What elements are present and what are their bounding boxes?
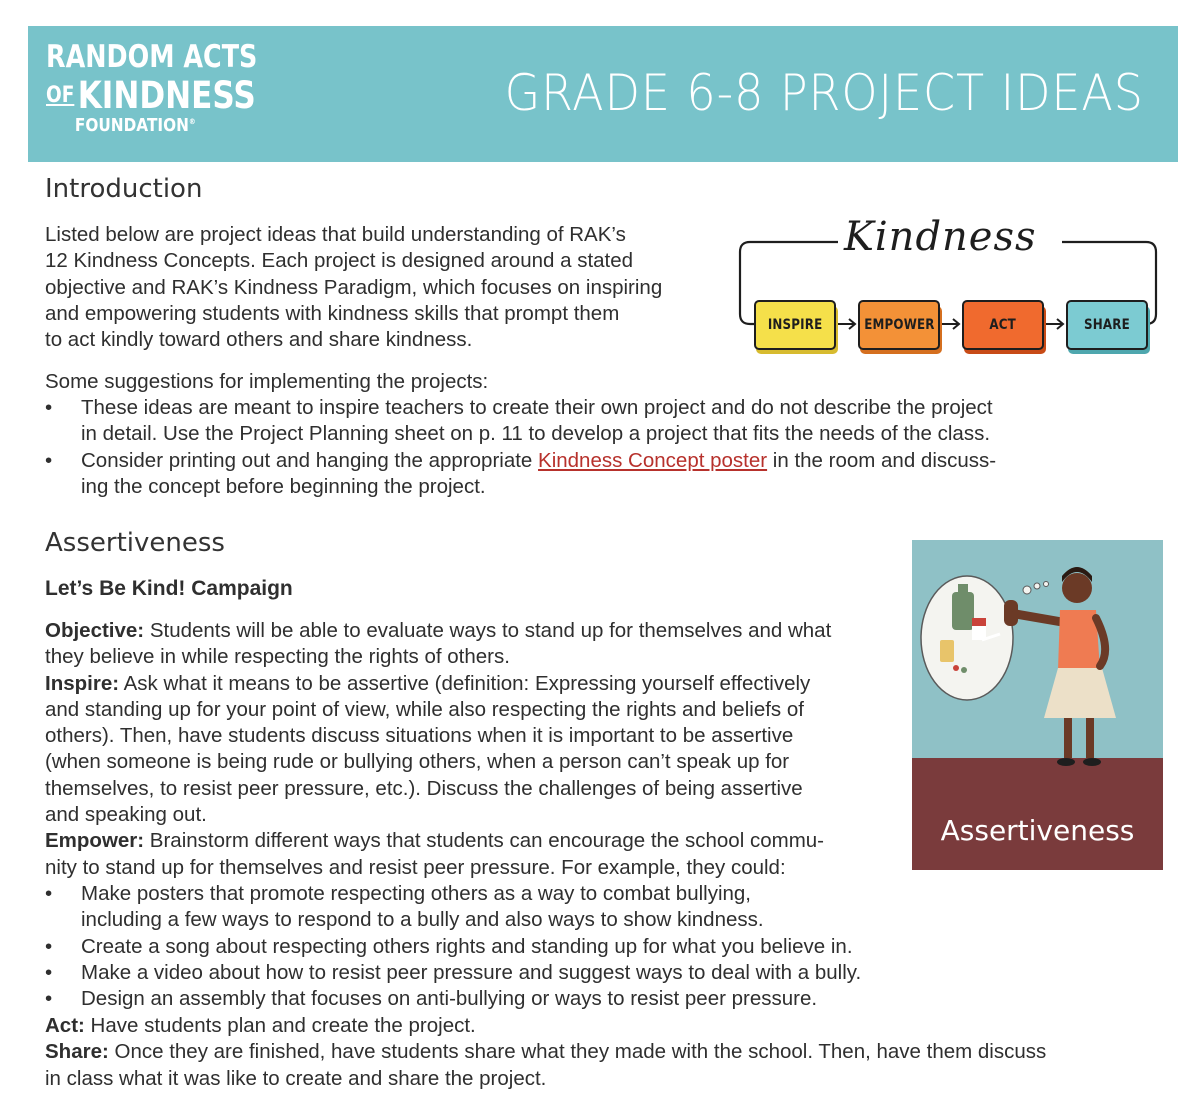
objective-text: Students will be able to evaluate ways to stand up for themselves and what <box>144 619 832 642</box>
assertiveness-heading: Assertiveness <box>45 528 225 558</box>
step-empower <box>858 300 940 350</box>
inspire-line: themselves, to resist peer pressure, etc.). Discuss the challenges of being assertive <box>45 776 803 800</box>
header-banner <box>28 26 1178 162</box>
bullet-text <box>81 448 996 501</box>
suggestions-label: Some suggestions for implementing the projects: <box>45 370 489 393</box>
assertiveness-poster[interactable] <box>912 540 1163 870</box>
logo-line-kindness <box>46 74 263 117</box>
bullet-line: including a few ways to respond to a bully and also ways to show kindness. <box>81 908 764 932</box>
logo-of: OF <box>46 83 75 108</box>
list-item <box>45 960 1045 987</box>
share-text: Once they are finished, have students share what they made with the school. Then, have them discuss <box>108 1040 1047 1064</box>
page-title: GRADE 6-8 PROJECT IDEAS <box>504 64 1144 122</box>
project-title: Let’s Be Kind! Campaign <box>45 577 293 600</box>
empower-text: Brainstorm different ways that students can encourage the school commu- <box>144 829 824 853</box>
bullet-line: These ideas are meant to inspire teachers to create their own project and do not describe the project <box>81 396 993 419</box>
logo-kindness: KINDNESS <box>77 74 256 117</box>
inspire-line: and speaking out. <box>45 803 207 827</box>
bullet-dot: • <box>45 935 53 958</box>
inspire-line: and standing up for your point of view, while also respecting the rights and beliefs of <box>45 697 804 721</box>
intro-line: 12 Kindness Concepts. Each project is designed around a stated <box>45 249 634 273</box>
empower-line: nity to stand up for themselves and resist peer pressure. For example, they could: <box>45 855 786 879</box>
objective-line <box>45 618 905 644</box>
bullet-dot: • <box>45 961 53 984</box>
inspire-label: Inspire: <box>45 671 120 695</box>
bullet-dot: • <box>45 449 53 472</box>
intro-line: Listed below are project ideas that build understanding of RAK’s <box>45 223 626 246</box>
introduction-paragraph <box>45 222 725 353</box>
act-text: Have students plan and create the project. <box>84 1014 476 1037</box>
step-share <box>1066 300 1148 350</box>
step-inspire-label: INSPIRE <box>767 317 823 333</box>
logo-line-random-acts: RANDOM ACTS <box>46 39 258 75</box>
bullet-text <box>81 881 764 934</box>
step-act-label: ACT <box>989 317 1017 333</box>
objective-label: Objective: <box>45 619 145 642</box>
bullet-line: Create a song about respecting others rights and standing up for what you believe in. <box>81 935 853 958</box>
act-share-block <box>45 1013 1165 1092</box>
bullet-line: Design an assembly that focuses on anti-bullying or ways to resist peer pressure. <box>81 987 818 1010</box>
share-line: in class what it was like to create and share the project. <box>45 1066 547 1090</box>
bullet-dot: • <box>45 396 53 419</box>
list-item <box>45 881 925 934</box>
list-item <box>45 448 1155 501</box>
bullet-line: in detail. Use the Project Planning sheet on p. 11 to develop a project that fits the needs of the class. <box>81 422 991 446</box>
logo-line-foundation <box>46 117 265 135</box>
bullet-dot: • <box>45 987 53 1010</box>
list-item <box>45 934 1045 961</box>
share-line <box>45 1039 1165 1065</box>
bullet-text <box>81 395 993 448</box>
inspire-text: Ask what it means to be assertive (definition: Expressing yourself effectively <box>119 671 811 695</box>
assertiveness-body <box>45 618 905 881</box>
rak-foundation-logo[interactable] <box>46 39 304 136</box>
bullet-line: Make a video about how to resist peer pressure and suggest ways to deal with a bully. <box>81 961 862 984</box>
introduction-heading: Introduction <box>45 174 203 204</box>
empower-line <box>45 828 905 854</box>
bullet-text-pre: Consider printing out and hanging the appropriate <box>81 449 539 472</box>
step-inspire <box>754 300 836 350</box>
bullet-dot: • <box>45 882 53 905</box>
list-item <box>45 395 1155 448</box>
kindness-concept-poster-link[interactable]: Kindness Concept poster <box>538 449 768 472</box>
step-share-label: SHARE <box>1084 317 1130 333</box>
logo-foundation: FOUNDATION <box>74 115 189 136</box>
inspire-line: others). Then, have students discuss situations when it is important to be assertive <box>45 724 794 748</box>
share-label: Share: <box>45 1040 109 1064</box>
kindness-paradigm-diagram <box>736 214 1162 360</box>
act-line <box>45 1013 1165 1039</box>
bullet-line <box>81 448 996 474</box>
paradigm-title: Kindness <box>844 214 1037 260</box>
list-item <box>45 986 1045 1013</box>
intro-line: to act kindly toward others and share kindness. <box>45 328 473 352</box>
inspire-line <box>45 671 905 697</box>
empower-label: Empower: <box>45 829 145 853</box>
logo-registered-mark: ® <box>188 117 196 126</box>
step-act <box>962 300 1044 350</box>
act-label: Act: <box>45 1014 85 1037</box>
intro-line: and empowering students with kindness skills that prompt them <box>45 301 620 325</box>
bullet-text-post: in the room and discuss- <box>767 449 997 472</box>
objective-line: they believe in while respecting the rights of others. <box>45 645 510 669</box>
poster-label: Assertiveness <box>940 814 1135 847</box>
intro-line: objective and RAK’s Kindness Paradigm, which focuses on inspiring <box>45 275 663 299</box>
step-empower-label: EMPOWER <box>863 317 935 333</box>
bullet-line: Make posters that promote respecting others as a way to combat bullying, <box>81 882 752 905</box>
inspire-line: (when someone is being rude or bullying others, when a person can’t speak up for <box>45 750 790 774</box>
bullet-line: ing the concept before beginning the project. <box>81 475 486 499</box>
